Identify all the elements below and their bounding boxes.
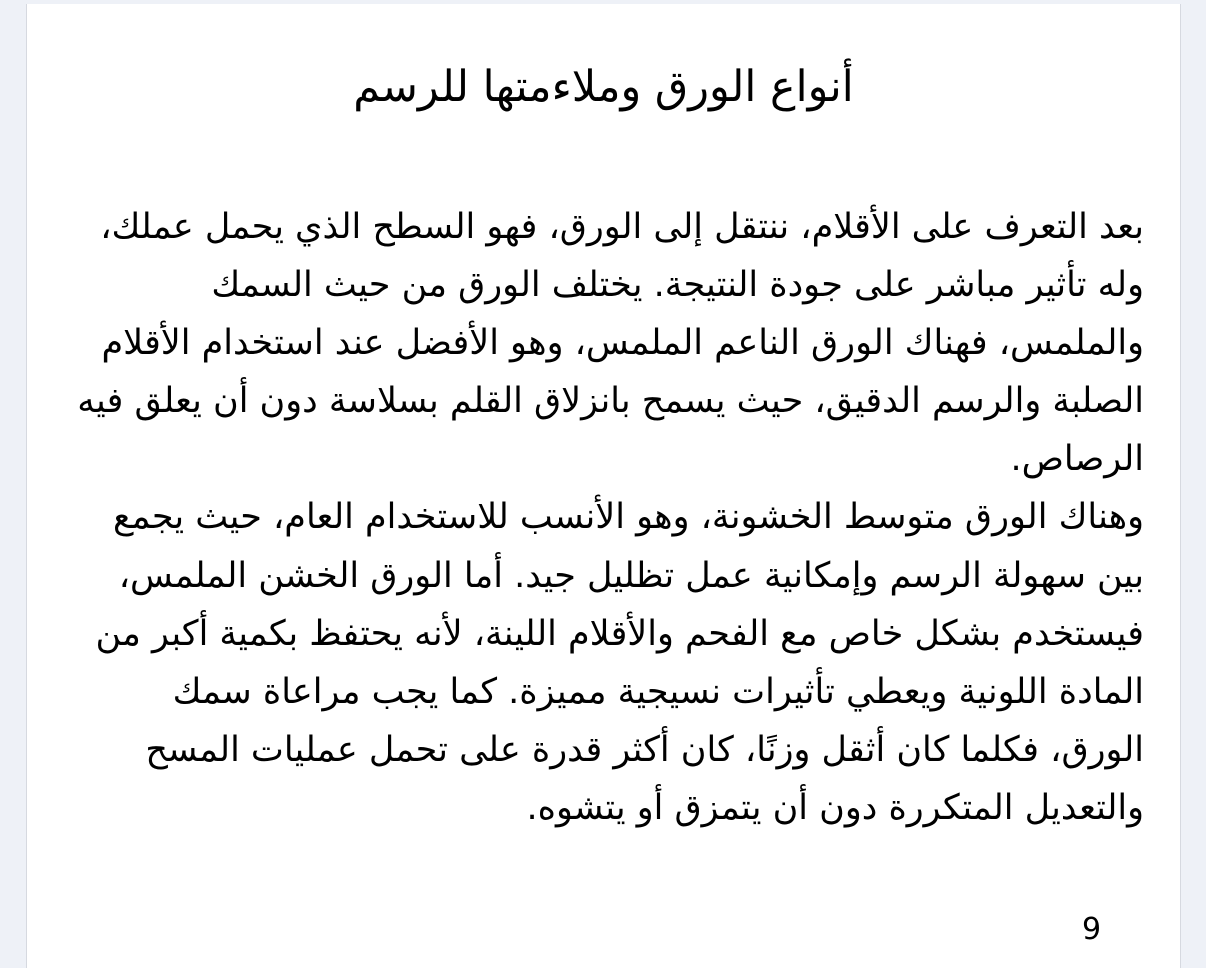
paragraph-2: وهناك الورق متوسط الخشونة، وهو الأنسب للاستخدام العام، حيث يجمع بين سهولة الرسم وإمكانية عمل تظليل جيد. أما الورق الخشن الملمس، فيستخدم بشكل خاص مع الفحم والأقلام اللينة، لأنه يحتفظ بكمية أكبر من المادة اللونية ويعطي تأثيرات نسيجية مميزة. كما يجب مراعاة سمك الورق، فكلما كان أثقل وزنًا، كان أكثر قدرة على تحمل عمليات المسح والتعديل المتكررة دون أن يتمزق أو يتشوه. — [95, 497, 1144, 828]
body-text — [77, 198, 1144, 837]
document-page — [26, 4, 1181, 968]
page-number: 9 — [1082, 912, 1102, 947]
page-title: أنواع الورق وملاءمتها للرسم — [353, 62, 854, 112]
paragraph-1: بعد التعرف على الأقلام، ننتقل إلى الورق، فهو السطح الذي يحمل عملك، وله تأثير مباشر على جودة النتيجة. يختلف الورق من حيث السمك والملمس، فهناك الورق الناعم الملمس، وهو الأفضل عند استخدام الأقلام الصلبة والرسم الدقيق، حيث يسمح بانزلاق القلم بسلاسة دون أن يعلق فيه الرصاص. — [77, 207, 1144, 480]
